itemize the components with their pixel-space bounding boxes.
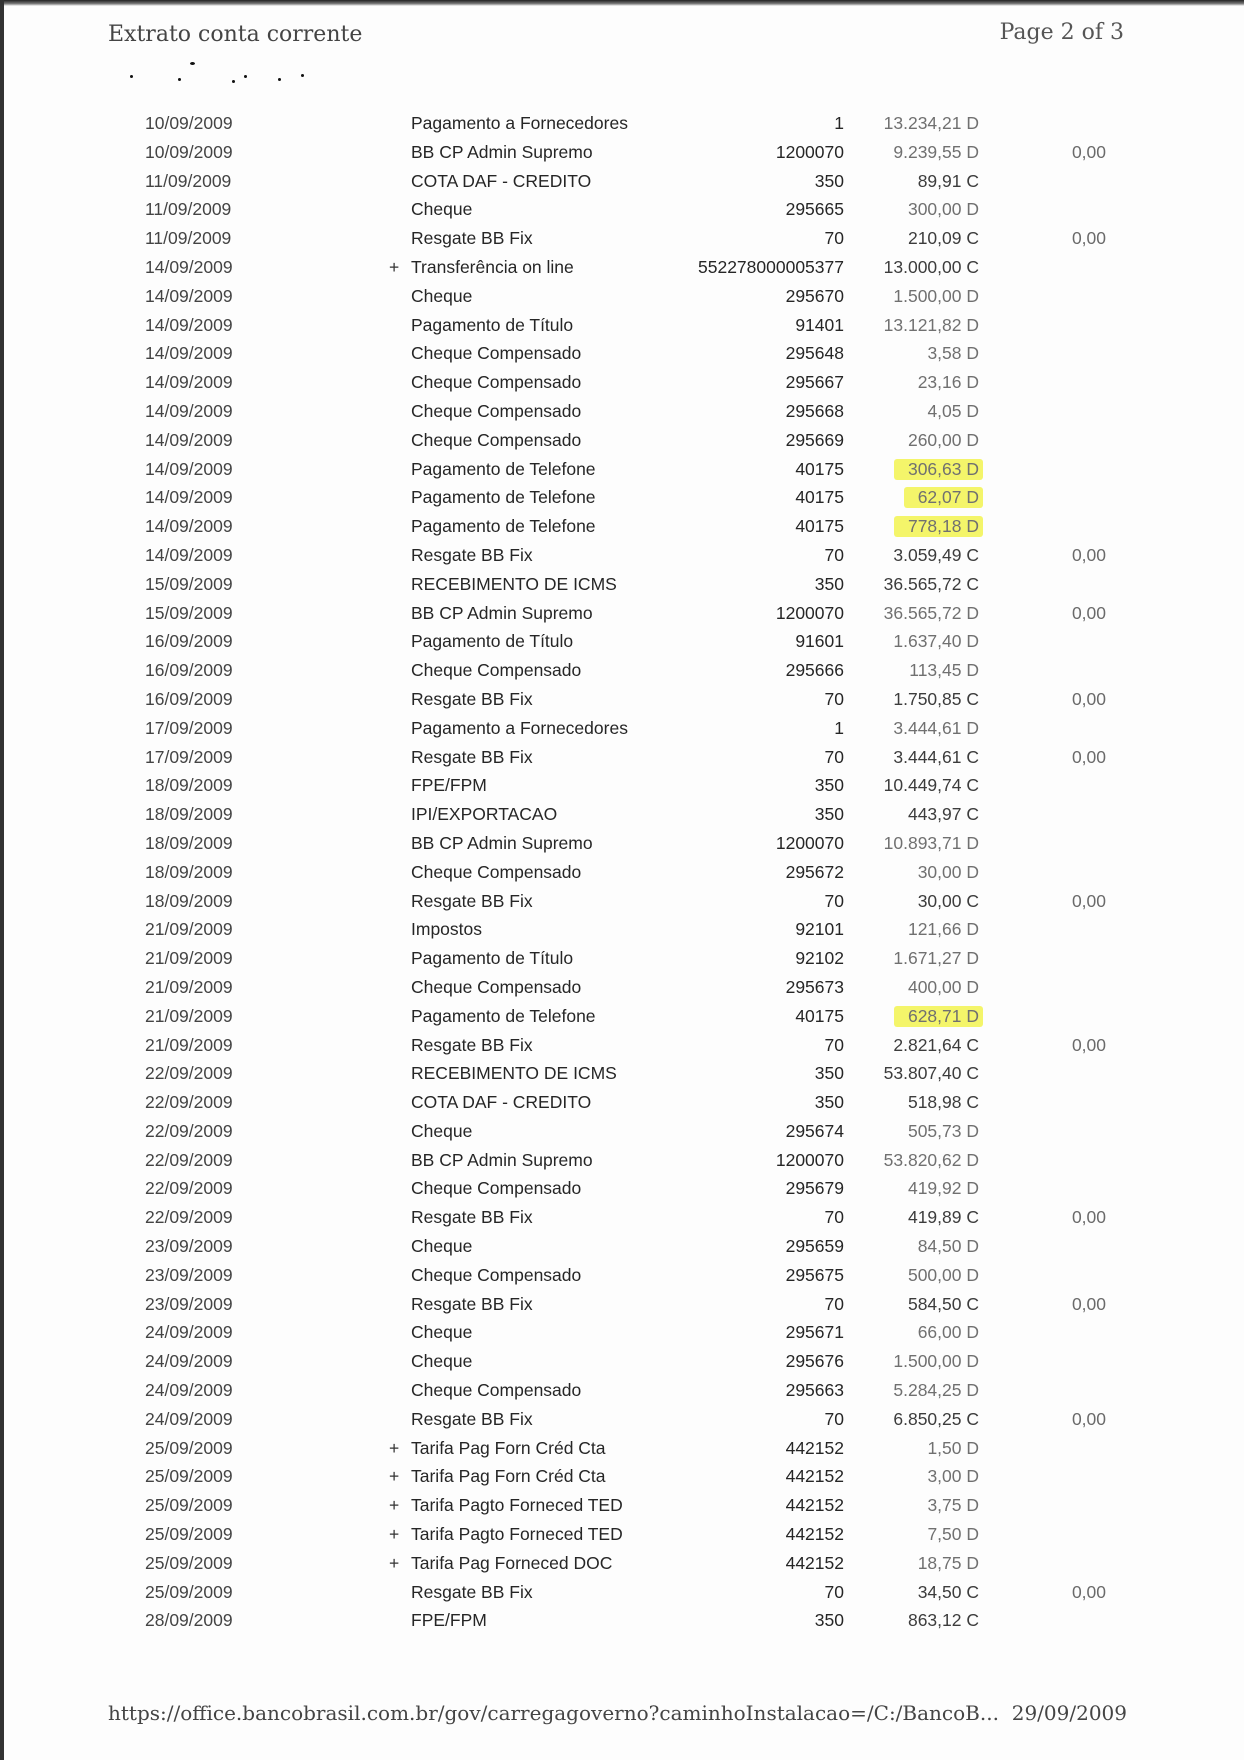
row-value: 4,05 D (927, 400, 979, 421)
table-row (0, 512, 1244, 541)
row-document-number: 70 (824, 1408, 844, 1429)
row-description: Cheque Compensado (411, 343, 582, 364)
row-description: IPI/EXPORTACAO (411, 804, 558, 825)
row-value: 443,97 C (907, 804, 979, 825)
row-document-number: 552278000005377 (698, 256, 844, 277)
row-document-number: 350 (814, 1063, 844, 1084)
row-value: 5.284,25 D (893, 1380, 979, 1401)
row-date: 15/09/2009 (145, 602, 233, 623)
row-description: Resgate BB Fix (411, 228, 533, 249)
table-row (0, 1261, 1244, 1290)
row-document-number: 295668 (785, 400, 844, 421)
table-row (0, 167, 1244, 196)
row-date: 28/09/2009 (145, 1610, 233, 1631)
row-document-number: 295669 (785, 429, 844, 450)
row-value: 1,50 D (927, 1437, 979, 1458)
row-date: 24/09/2009 (145, 1380, 233, 1401)
row-description: Tarifa Pag Forn Créd Cta (411, 1466, 606, 1487)
row-value: 1.750,85 C (893, 688, 979, 709)
table-row (0, 1031, 1244, 1060)
table-row (0, 426, 1244, 455)
table-row (0, 627, 1244, 656)
row-value: 62,07 D (904, 487, 983, 508)
row-description: Resgate BB Fix (411, 1207, 533, 1228)
row-value: 1.671,27 D (893, 948, 979, 969)
row-date: 11/09/2009 (145, 199, 232, 220)
table-row (0, 109, 1244, 138)
row-date: 25/09/2009 (145, 1581, 233, 1602)
row-date: 14/09/2009 (145, 256, 233, 277)
row-description: Pagamento a Fornecedores (411, 717, 628, 738)
row-description: Cheque Compensado (411, 1380, 582, 1401)
row-document-number: 1200070 (775, 602, 844, 623)
table-row (0, 397, 1244, 426)
row-date: 22/09/2009 (145, 1178, 233, 1199)
row-value: 260,00 D (907, 429, 979, 450)
table-row (0, 1002, 1244, 1031)
row-description: BB CP Admin Supremo (411, 832, 593, 853)
row-date: 23/09/2009 (145, 1293, 233, 1314)
row-description: FPE/FPM (411, 1610, 487, 1631)
row-balance: 0,00 (1071, 602, 1106, 623)
row-balance: 0,00 (1071, 141, 1106, 162)
row-description: Pagamento de Telefone (411, 1005, 596, 1026)
row-description: Cheque Compensado (411, 1178, 582, 1199)
row-value: 23,16 D (917, 372, 979, 393)
row-value: 584,50 C (907, 1293, 979, 1314)
row-document-number: 442152 (785, 1466, 844, 1487)
row-description: BB CP Admin Supremo (411, 141, 593, 162)
row-date: 16/09/2009 (145, 688, 233, 709)
row-value: 13.000,00 C (883, 256, 979, 277)
row-document-number: 92102 (795, 948, 844, 969)
row-description: Tarifa Pag Forn Créd Cta (411, 1437, 606, 1458)
row-description: Resgate BB Fix (411, 1293, 533, 1314)
page-number: Page 2 of 3 (999, 20, 1124, 45)
row-date: 24/09/2009 (145, 1351, 233, 1372)
table-row (0, 1606, 1244, 1635)
row-document-number: 295663 (785, 1380, 844, 1401)
table-row (0, 743, 1244, 772)
table-row (0, 195, 1244, 224)
row-value: 34,50 C (917, 1581, 979, 1602)
row-description: Cheque (411, 1236, 473, 1257)
row-document-number: 70 (824, 1207, 844, 1228)
row-description: Cheque Compensado (411, 1264, 582, 1285)
row-value: 306,63 D (894, 459, 983, 480)
row-date: 23/09/2009 (145, 1264, 233, 1285)
row-description: Cheque Compensado (411, 429, 582, 450)
row-description: BB CP Admin Supremo (411, 602, 593, 623)
table-row (0, 1117, 1244, 1146)
row-date: 15/09/2009 (145, 573, 233, 594)
row-date: 14/09/2009 (145, 400, 233, 421)
row-document-number: 295671 (785, 1322, 844, 1343)
row-document-number: 295667 (785, 372, 844, 393)
row-balance: 0,00 (1071, 1034, 1106, 1055)
row-document-number: 442152 (785, 1437, 844, 1458)
row-description: Resgate BB Fix (411, 1034, 533, 1055)
row-description: Resgate BB Fix (411, 544, 533, 565)
row-date: 21/09/2009 (145, 948, 233, 969)
row-plus-marker: + (389, 1552, 400, 1573)
row-value: 863,12 C (907, 1610, 979, 1631)
row-description: Transferência on line (411, 256, 574, 277)
row-document-number: 70 (824, 1034, 844, 1055)
row-document-number: 70 (824, 1293, 844, 1314)
row-balance: 0,00 (1071, 1207, 1106, 1228)
table-row (0, 887, 1244, 916)
row-document-number: 442152 (785, 1552, 844, 1573)
row-description: Resgate BB Fix (411, 1408, 533, 1429)
row-document-number: 295673 (785, 976, 844, 997)
row-document-number: 295659 (785, 1236, 844, 1257)
table-row (0, 1578, 1244, 1607)
row-description: Tarifa Pagto Forneced TED (411, 1524, 623, 1545)
row-value: 3.444,61 D (893, 717, 979, 738)
row-date: 23/09/2009 (145, 1236, 233, 1257)
row-balance: 0,00 (1071, 544, 1106, 565)
row-date: 21/09/2009 (145, 1034, 233, 1055)
row-value: 505,73 D (907, 1120, 979, 1141)
table-row (0, 714, 1244, 743)
row-document-number: 350 (814, 170, 844, 191)
row-description: Tarifa Pag Forneced DOC (411, 1552, 613, 1573)
footer-url: https://office.bancobrasil.com.br/gov/carregagoverno?caminhoInstalacao=/C:/BancoB... (108, 1701, 999, 1725)
row-document-number: 70 (824, 746, 844, 767)
table-row (0, 1347, 1244, 1376)
row-date: 18/09/2009 (145, 861, 233, 882)
row-balance: 0,00 (1071, 1408, 1106, 1429)
table-row (0, 973, 1244, 1002)
row-document-number: 350 (814, 1610, 844, 1631)
table-row (0, 800, 1244, 829)
row-value: 3.059,49 C (893, 544, 979, 565)
row-plus-marker: + (389, 256, 400, 277)
row-document-number: 1 (834, 113, 844, 133)
row-document-number: 1200070 (775, 1149, 844, 1170)
table-row (0, 771, 1244, 800)
table-row (0, 282, 1244, 311)
table-row (0, 1462, 1244, 1491)
row-value: 2.821,64 C (893, 1034, 979, 1055)
row-description: Resgate BB Fix (411, 1581, 533, 1602)
row-document-number: 70 (824, 890, 844, 911)
row-document-number: 70 (824, 1581, 844, 1602)
row-date: 11/09/2009 (145, 170, 232, 191)
row-value: 300,00 D (907, 199, 979, 220)
row-description: Cheque (411, 1120, 473, 1141)
row-date: 25/09/2009 (145, 1552, 233, 1573)
row-date: 18/09/2009 (145, 890, 233, 911)
row-date: 14/09/2009 (145, 458, 233, 479)
row-description: RECEBIMENTO DE ICMS (411, 573, 617, 594)
row-value: 30,00 C (917, 890, 979, 911)
row-document-number: 40175 (795, 458, 844, 479)
row-value: 84,50 D (917, 1236, 979, 1257)
row-value: 10.449,74 C (883, 775, 979, 796)
row-document-number: 1 (834, 717, 844, 738)
row-document-number: 350 (814, 775, 844, 796)
row-document-number: 70 (824, 544, 844, 565)
row-plus-marker: + (389, 1437, 400, 1458)
transactions-table (0, 109, 1244, 1635)
row-value: 53.807,40 C (883, 1063, 979, 1084)
table-row (0, 829, 1244, 858)
table-row (0, 1434, 1244, 1463)
table-row (0, 1232, 1244, 1261)
row-value: 89,91 C (917, 170, 979, 191)
row-balance: 0,00 (1071, 890, 1106, 911)
row-date: 21/09/2009 (145, 919, 233, 940)
row-value: 66,00 D (917, 1322, 979, 1343)
row-value: 36.565,72 C (883, 573, 979, 594)
table-row (0, 541, 1244, 570)
row-date: 14/09/2009 (145, 285, 233, 306)
table-row (0, 1290, 1244, 1319)
row-value: 1.500,00 D (893, 285, 979, 306)
table-row (0, 1318, 1244, 1347)
row-plus-marker: + (389, 1495, 400, 1516)
row-balance: 0,00 (1071, 1293, 1106, 1314)
row-date: 21/09/2009 (145, 1005, 233, 1026)
row-plus-marker: + (389, 1466, 400, 1487)
table-row (0, 1520, 1244, 1549)
row-document-number: 442152 (785, 1495, 844, 1516)
row-date: 17/09/2009 (145, 717, 233, 738)
row-date: 14/09/2009 (145, 544, 233, 565)
row-document-number: 295672 (785, 861, 844, 882)
row-plus-marker: + (389, 1524, 400, 1545)
row-document-number: 295648 (785, 343, 844, 364)
row-balance: 0,00 (1071, 1581, 1106, 1602)
scan-edge-top (0, 0, 1244, 6)
table-row (0, 1088, 1244, 1117)
table-row (0, 311, 1244, 340)
table-row (0, 368, 1244, 397)
row-date: 14/09/2009 (145, 372, 233, 393)
row-description: Cheque (411, 199, 473, 220)
row-date: 10/09/2009 (145, 113, 233, 133)
row-date: 17/09/2009 (145, 746, 233, 767)
table-row (0, 944, 1244, 973)
row-description: Pagamento de Título (411, 314, 574, 335)
row-document-number: 295675 (785, 1264, 844, 1285)
row-document-number: 350 (814, 573, 844, 594)
table-row (0, 599, 1244, 628)
row-value: 113,45 D (909, 660, 979, 681)
row-value: 419,89 C (907, 1207, 979, 1228)
row-date: 22/09/2009 (145, 1092, 233, 1113)
row-document-number: 40175 (795, 487, 844, 508)
row-date: 16/09/2009 (145, 631, 233, 652)
row-description: Cheque Compensado (411, 372, 582, 393)
table-row (0, 915, 1244, 944)
row-value: 13.234,21 D (883, 113, 979, 133)
row-document-number: 91401 (795, 314, 844, 335)
table-row (0, 224, 1244, 253)
row-balance: 0,00 (1071, 228, 1106, 249)
table-row (0, 253, 1244, 282)
document-title: Extrato conta corrente (108, 22, 363, 47)
row-description: Pagamento a Fornecedores (411, 113, 628, 133)
table-row (0, 455, 1244, 484)
row-description: Cheque (411, 1322, 473, 1343)
table-row (0, 1059, 1244, 1088)
row-value: 628,71 D (894, 1006, 983, 1027)
row-document-number: 91601 (795, 631, 844, 652)
row-value: 210,09 C (907, 228, 979, 249)
table-row (0, 858, 1244, 887)
row-description: Pagamento de Telefone (411, 458, 596, 479)
row-date: 25/09/2009 (145, 1437, 233, 1458)
row-date: 22/09/2009 (145, 1120, 233, 1141)
row-date: 24/09/2009 (145, 1408, 233, 1429)
row-date: 25/09/2009 (145, 1466, 233, 1487)
row-document-number: 70 (824, 688, 844, 709)
row-date: 22/09/2009 (145, 1207, 233, 1228)
row-value: 3.444,61 C (893, 746, 979, 767)
row-date: 21/09/2009 (145, 976, 233, 997)
table-row (0, 1203, 1244, 1232)
row-value: 30,00 D (917, 861, 979, 882)
row-date: 18/09/2009 (145, 804, 233, 825)
row-date: 25/09/2009 (145, 1524, 233, 1545)
row-date: 18/09/2009 (145, 832, 233, 853)
row-document-number: 295670 (785, 285, 844, 306)
row-description: RECEBIMENTO DE ICMS (411, 1063, 617, 1084)
row-description: Resgate BB Fix (411, 688, 533, 709)
row-document-number: 70 (824, 228, 844, 249)
row-date: 25/09/2009 (145, 1495, 233, 1516)
row-description: Impostos (411, 919, 482, 940)
row-balance: 0,00 (1071, 746, 1106, 767)
row-document-number: 40175 (795, 516, 844, 537)
row-value: 3,00 D (927, 1466, 979, 1487)
table-row (0, 1549, 1244, 1578)
row-date: 14/09/2009 (145, 516, 233, 537)
row-value: 500,00 D (907, 1264, 979, 1285)
footer-date: 29/09/2009 (1011, 1701, 1127, 1725)
row-document-number: 295679 (785, 1178, 844, 1199)
table-row (0, 1405, 1244, 1434)
row-balance: 0,00 (1071, 688, 1106, 709)
table-row (0, 1376, 1244, 1405)
table-row (0, 685, 1244, 714)
row-document-number: 295676 (785, 1351, 844, 1372)
table-row (0, 339, 1244, 368)
table-row (0, 138, 1244, 167)
table-row (0, 1491, 1244, 1520)
row-value: 419,92 D (907, 1178, 979, 1199)
row-document-number: 295674 (785, 1120, 844, 1141)
row-value: 400,00 D (907, 976, 979, 997)
row-value: 36.565,72 D (883, 602, 979, 623)
row-value: 3,58 D (927, 343, 979, 364)
row-value: 3,75 D (927, 1495, 979, 1516)
row-description: Cheque Compensado (411, 976, 582, 997)
table-row (0, 656, 1244, 685)
row-description: Tarifa Pagto Forneced TED (411, 1495, 623, 1516)
row-description: COTA DAF - CREDITO (411, 170, 592, 191)
row-description: Cheque (411, 1351, 473, 1372)
row-description: Cheque Compensado (411, 400, 582, 421)
row-value: 18,75 D (917, 1552, 979, 1573)
row-date: 14/09/2009 (145, 314, 233, 335)
row-document-number: 295665 (785, 199, 844, 220)
table-row (0, 1174, 1244, 1203)
row-date: 14/09/2009 (145, 429, 233, 450)
row-value: 778,18 D (894, 516, 983, 537)
row-date: 14/09/2009 (145, 343, 233, 364)
row-description: Cheque (411, 285, 473, 306)
row-value: 1.500,00 D (893, 1351, 979, 1372)
row-date: 11/09/2009 (145, 228, 232, 249)
table-row (0, 570, 1244, 599)
row-document-number: 1200070 (775, 141, 844, 162)
row-document-number: 92101 (795, 919, 844, 940)
row-description: Pagamento de Telefone (411, 487, 596, 508)
table-row (0, 483, 1244, 512)
row-description: Pagamento de Telefone (411, 516, 596, 537)
row-value: 53.820,62 D (883, 1149, 979, 1170)
row-date: 24/09/2009 (145, 1322, 233, 1343)
row-description: Pagamento de Título (411, 631, 574, 652)
row-document-number: 1200070 (775, 832, 844, 853)
row-document-number: 40175 (795, 1005, 844, 1026)
row-value: 13.121,82 D (883, 314, 979, 335)
row-date: 18/09/2009 (145, 775, 233, 796)
row-description: Resgate BB Fix (411, 890, 533, 911)
scan-specks (128, 72, 318, 86)
row-date: 14/09/2009 (145, 487, 233, 508)
row-description: Cheque Compensado (411, 861, 582, 882)
row-description: Resgate BB Fix (411, 746, 533, 767)
row-description: Cheque Compensado (411, 660, 582, 681)
row-document-number: 350 (814, 804, 844, 825)
row-value: 1.637,40 D (893, 631, 979, 652)
row-value: 9.239,55 D (893, 141, 979, 162)
row-value: 518,98 C (907, 1092, 979, 1113)
row-document-number: 295666 (785, 660, 844, 681)
row-document-number: 442152 (785, 1524, 844, 1545)
row-description: FPE/FPM (411, 775, 487, 796)
row-document-number: 350 (814, 1092, 844, 1113)
row-description: BB CP Admin Supremo (411, 1149, 593, 1170)
row-date: 22/09/2009 (145, 1063, 233, 1084)
table-row (0, 1146, 1244, 1175)
row-value: 10.893,71 D (883, 832, 979, 853)
row-value: 6.850,25 C (893, 1408, 979, 1429)
row-date: 22/09/2009 (145, 1149, 233, 1170)
row-date: 16/09/2009 (145, 660, 233, 681)
row-value: 121,66 D (907, 919, 979, 940)
row-value: 7,50 D (927, 1524, 979, 1545)
row-description: COTA DAF - CREDITO (411, 1092, 592, 1113)
row-description: Pagamento de Título (411, 948, 574, 969)
row-date: 10/09/2009 (145, 141, 233, 162)
